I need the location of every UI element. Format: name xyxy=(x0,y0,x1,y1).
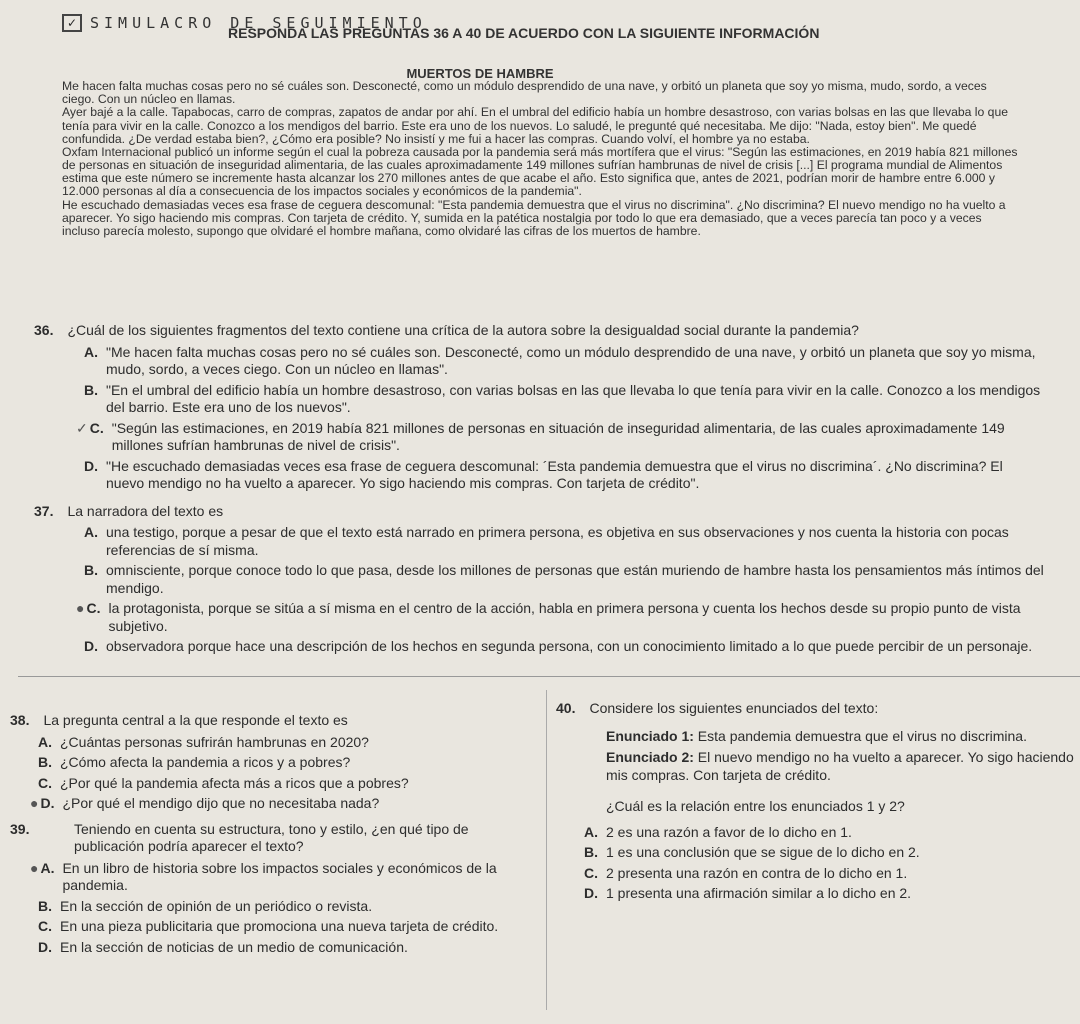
option-a[interactable] xyxy=(584,824,1076,842)
option-c[interactable] xyxy=(584,865,1076,883)
question-text: ¿Cuál de los siguientes fragmentos del texto contiene una crítica de la autora sobre la desigualdad social durante la pandemia? xyxy=(67,322,859,338)
option-text: 1 presenta una afirmación similar a lo dicho en 2. xyxy=(606,885,912,901)
question-number: 36. xyxy=(34,322,54,338)
option-letter: B. xyxy=(584,844,598,860)
option-c[interactable] xyxy=(76,600,1044,635)
question-38 xyxy=(10,712,538,813)
option-letter: A. xyxy=(38,733,52,750)
enunciado-2-text: El nuevo mendigo no ha vuelto a aparecer. Yo sigo haciendo mis compras. Con tarjeta de crédito. xyxy=(606,749,1074,783)
option-letter: A. xyxy=(84,524,98,540)
pencil-mark-icon: ✓ xyxy=(76,419,88,436)
question-text: La pregunta central a la que responde el texto es xyxy=(43,712,348,728)
question-text: Considere los siguientes enunciados del texto: xyxy=(589,700,879,716)
option-text: "Me hacen falta muchas cosas pero no sé cuáles son. Desconecté, como un módulo desprendido de una nave, y orbitó un planeta que soy yo misma, mudo, sordo, a veces ciego. Con un núcleo en llamas". xyxy=(106,343,1036,377)
pencil-mark-icon: ● xyxy=(30,859,39,876)
question-number: 38. xyxy=(10,712,30,728)
option-b[interactable] xyxy=(38,754,538,772)
option-text: 2 presenta una razón en contra de lo dicho en 1. xyxy=(606,864,908,881)
option-c[interactable] xyxy=(38,918,538,936)
option-letter: C. xyxy=(86,600,101,616)
option-b[interactable] xyxy=(38,898,538,916)
question-39 xyxy=(10,821,538,957)
question-37 xyxy=(34,503,1044,656)
option-a[interactable] xyxy=(38,734,538,752)
paragraph-2: Ayer bajé a la calle. Tapabocas, carro de compras, zapatos de andar por ahí. En el umbral del edificio había un hombre desastroso, con varias bolsas en las que llevaba lo que tenía para vivir en la calle. Conozco a los mendigos del barrio. Este era uno de los nuevos. Lo saludé, le pregunté qué necesitaba. Me dijo: "Nada, estoy bien". Me quedé confundida. ¿De verdad estaba bien?, ¿Cómo era posible? No insistí y me fui a hacer las compras. Cuando volví, el hombre ya no estaba. xyxy=(62,105,1009,146)
option-b[interactable] xyxy=(84,382,1044,417)
option-letter: D. xyxy=(40,795,55,811)
option-d[interactable] xyxy=(84,638,1044,656)
option-text: omnisciente, porque conoce todo lo que pasa, desde los millones de personas que están muriendo de hambre hasta los pensamientos más íntimos del mendigo. xyxy=(106,562,1044,596)
enunciado-1-label: Enunciado 1: xyxy=(606,727,694,744)
reading-text xyxy=(62,62,1022,238)
pencil-mark-icon: ● xyxy=(76,600,85,616)
option-text: En un libro de historia sobre los impactos sociales y económicos de la pandemia. xyxy=(62,859,497,893)
reading-title: MUERTOS DE HAMBRE xyxy=(406,66,554,81)
questions-left-column xyxy=(10,712,538,962)
pencil-mark-icon: ● xyxy=(30,795,39,811)
option-letter: A. xyxy=(584,823,598,840)
option-d[interactable] xyxy=(584,885,1076,903)
option-text: la protagonista, porque se sitúa a sí misma en el centro de la acción, habla en primera persona y cuenta los hechos desde su propio punto de vista subjetivo. xyxy=(108,600,1021,634)
option-a[interactable] xyxy=(84,344,1044,379)
question-number: 40. xyxy=(556,700,576,716)
option-text: "En el umbral del edificio había un hombre desastroso, con varias bolsas en las que llevaba lo que tenía para vivir en la calle. Conozco a los mendigos del barrio. Este era uno de los nuevos". xyxy=(106,381,1041,415)
option-letter: B. xyxy=(84,381,98,398)
paragraph-3: Oxfam Internacional publicó un informe según el cual la pobreza causada por la pandemia será más mortífera que el virus: "Según las estimaciones, en 2019 había 821 millones de personas en situación de inseguridad alimentaria, de las cuales aproximadamente 149 millones sufrían hambrunas de nivel de crisis [...] El programa mundial de Alimentos estima que este número se incremente hasta alcanzar los 270 millones antes de que acabe el año. Esto significa que, antes de 2021, podrían morir de hambre entre 6.000 y 12.000 personas al día a consecuencia de los impactos sociales y económicos de la pandemia". xyxy=(62,144,1018,199)
option-c[interactable] xyxy=(38,775,538,793)
option-letter: D. xyxy=(84,638,98,654)
question-40 xyxy=(556,700,1076,903)
option-text: ¿Por qué el mendigo dijo que no necesitaba nada? xyxy=(62,795,380,811)
option-c[interactable] xyxy=(76,419,1044,455)
enunciado-2-label: Enunciado 2: xyxy=(606,749,694,765)
option-d[interactable] xyxy=(30,795,538,813)
paragraph-4: He escuchado demasiadas veces esa frase de ceguera descomunal: "Esta pandemia demuestra que el virus no discrimina". ¿No discrimina? El nuevo mendigo no ha vuelto a aparecer. Yo sigo haciendo mis compras. Con tarjeta de crédito. Y, sumida en la patética nostalgia por todo lo que era demasiado, que a veces parecía tan poco y a veces incluso parecía molesto, supongo que olvidaré el hombre mañana, como olvidaré las cifras de los muertos de hambre. xyxy=(62,197,1006,238)
option-text: "He escuchado demasiadas veces esa frase de ceguera descomunal: ´Esta pandemia demuestra que el virus no discrimina´. ¿No discrimina? El nuevo mendigo no ha vuelto a aparecer. Yo sigo haciendo mis compras. Con tarjeta de crédito". xyxy=(106,457,1003,491)
option-text: En la sección de noticias de un medio de comunicación. xyxy=(60,938,408,955)
option-b[interactable] xyxy=(584,844,1076,862)
option-text: En una pieza publicitaria que promociona una nueva tarjeta de crédito. xyxy=(60,918,499,934)
question-number: 37. xyxy=(34,502,54,519)
option-letter: A. xyxy=(84,343,98,360)
option-letter: D. xyxy=(38,938,52,955)
section-divider xyxy=(18,676,1080,677)
option-text: ¿Cuántas personas sufrirán hambrunas en 2020? xyxy=(60,733,369,750)
option-text: 2 es una razón a favor de lo dicho en 1. xyxy=(606,823,852,840)
option-text: En la sección de opinión de un periódico o revista. xyxy=(60,897,373,914)
option-letter: C. xyxy=(38,774,52,791)
question-text: La narradora del texto es xyxy=(67,502,224,519)
question-36 xyxy=(34,322,1044,493)
option-d[interactable] xyxy=(38,939,538,957)
option-text: observadora porque hace una descripción de los hechos en segunda persona, con un conocimiento limitado a lo que puede percibir de un personaje. xyxy=(106,638,1033,654)
option-letter: B. xyxy=(38,754,52,770)
option-a[interactable] xyxy=(30,859,538,895)
questions-right-column xyxy=(556,700,1076,909)
enunciado-1 xyxy=(606,728,1076,746)
option-letter: C. xyxy=(38,918,52,934)
column-divider xyxy=(546,690,547,1010)
paragraph-1: Me hacen falta muchas cosas pero no sé cuáles son. Desconecté, como un módulo desprendido de una nave, y orbitó un planeta que soy yo misma, mudo, sordo, a veces ciego. Con un núcleo en llamas. xyxy=(62,79,987,107)
option-d[interactable] xyxy=(84,458,1044,493)
option-text: ¿Cómo afecta la pandemia a ricos y a pobres? xyxy=(60,754,351,770)
relation-question: ¿Cuál es la relación entre los enunciados 1 y 2? xyxy=(606,798,905,814)
option-text: ¿Por qué la pandemia afecta más a ricos que a pobres? xyxy=(60,774,409,791)
option-text: "Según las estimaciones, en 2019 había 821 millones de personas en situación de inseguridad alimentaria, de las cuales aproximadamente 149 millones sufrían hambrunas de nivel de crisis". xyxy=(111,419,1005,453)
option-text: 1 es una conclusión que se sigue de lo dicho en 2. xyxy=(606,844,920,860)
enunciado-1-text: Esta pandemia demuestra que el virus no discrimina. xyxy=(697,727,1027,744)
instruction-heading: RESPONDA LAS PREGUNTAS 36 A 40 DE ACUERDO CON LA SIGUIENTE INFORMACIÓN xyxy=(228,25,820,41)
enunciado-2 xyxy=(606,749,1076,784)
option-text: una testigo, porque a pesar de que el texto está narrado en primera persona, es objetiva en sus observaciones y nos cuenta la historia con pocas referencias de sí misma. xyxy=(106,524,1009,558)
option-letter: C. xyxy=(89,419,104,436)
question-text: Teniendo en cuenta su estructura, tono y estilo, ¿en qué tipo de publicación podría aparecer el texto? xyxy=(74,820,469,854)
questions-top xyxy=(34,322,1044,662)
option-letter: C. xyxy=(584,864,598,881)
question-number: 39. xyxy=(10,820,30,837)
checkbox-icon: ✓ xyxy=(62,14,82,32)
option-letter: D. xyxy=(84,457,98,474)
option-b[interactable] xyxy=(84,562,1044,597)
option-letter: D. xyxy=(584,885,598,901)
option-letter: B. xyxy=(38,897,52,914)
simulacro-title: SIMULACRO DE SEGUIMIENTO xyxy=(90,14,427,32)
option-a[interactable] xyxy=(84,524,1044,559)
option-letter: B. xyxy=(84,562,98,578)
option-letter: A. xyxy=(40,859,55,876)
